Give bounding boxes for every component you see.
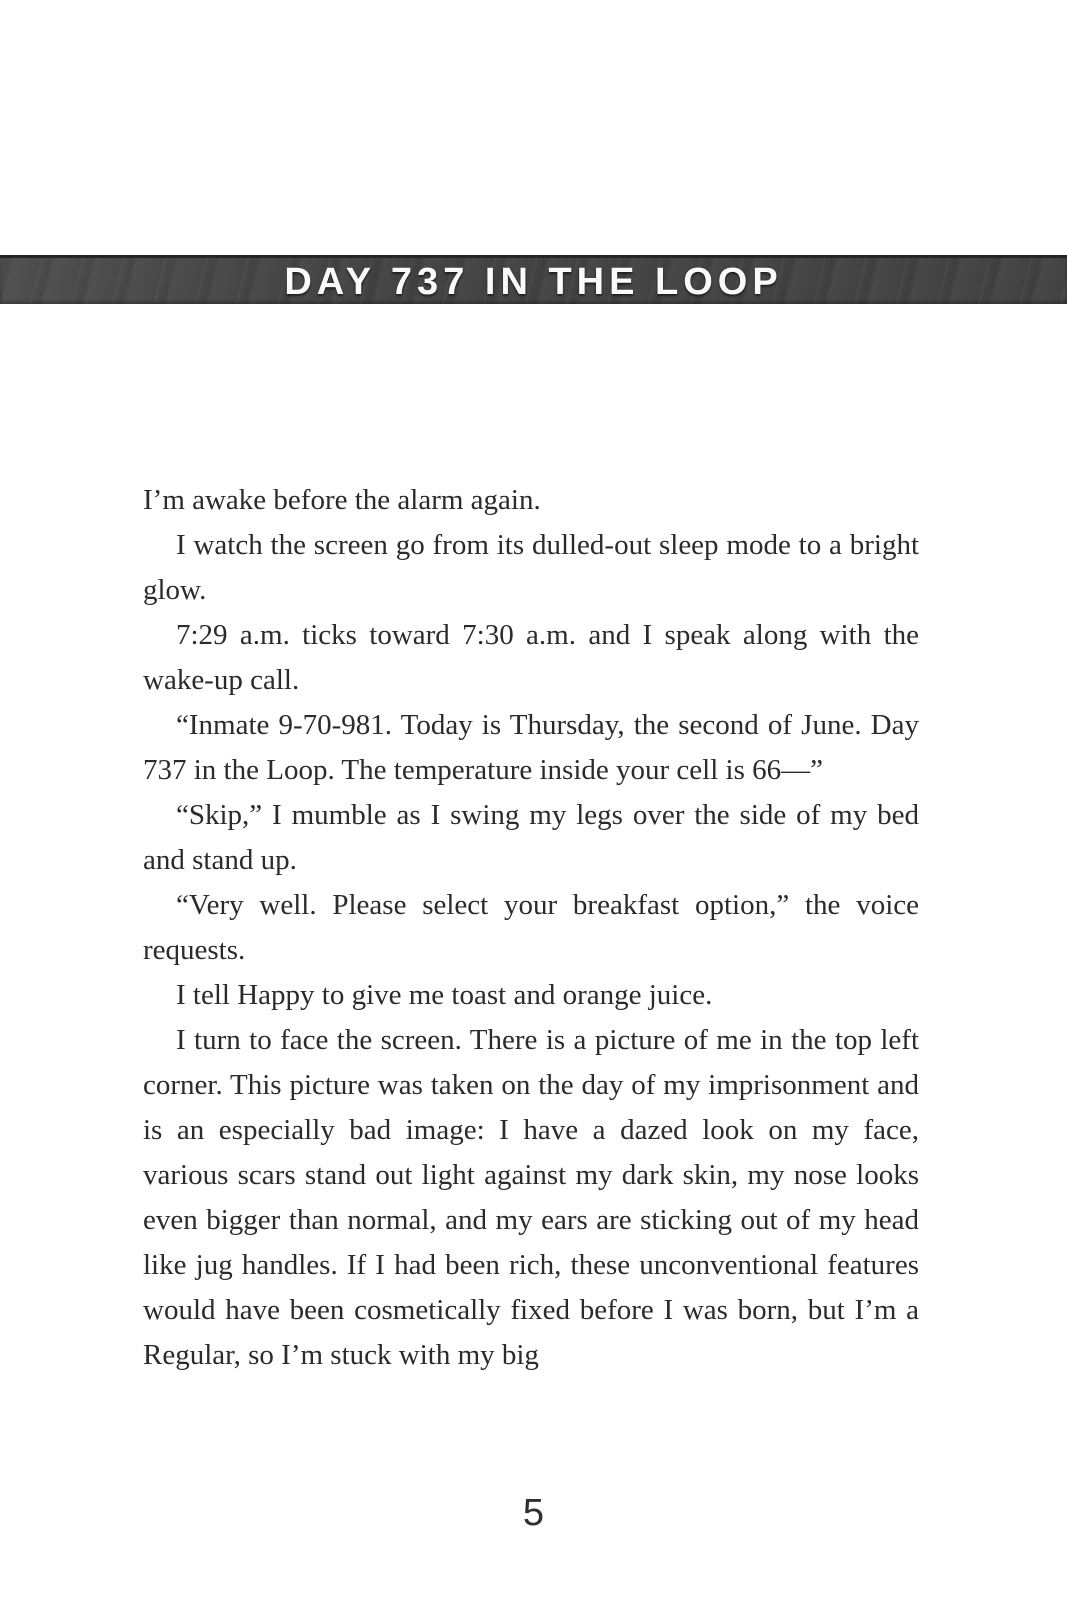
- body-text: [143, 478, 919, 1378]
- chapter-header-banner: [0, 255, 1067, 304]
- paragraph: I turn to face the screen. There is a picture of me in the top left corner. This picture was taken on the day of my imprisonment and is an especially bad image: I have a dazed look on my face, various scars stand out light against my dark skin, my nose looks even bigger than normal, and my ears are sticking out of my head like jug handles. If I had been rich, these unconventional features would have been cosmetically fixed before I was born, but I’m a Regular, so I’m stuck with my big: [143, 1024, 919, 1371]
- paragraph: “Skip,” I mumble as I swing my legs over the side of my bed and stand up.: [143, 799, 919, 876]
- chapter-title: DAY 737 IN THE LOOP: [284, 260, 783, 303]
- page-number: 5: [522, 1492, 545, 1534]
- paragraph: “Inmate 9-70-981. Today is Thursday, the second of June. Day 737 in the Loop. The temperature inside your cell is 66—”: [143, 709, 919, 786]
- paragraph: 7:29 a.m. ticks toward 7:30 a.m. and I speak along with the wake-up call.: [143, 619, 919, 696]
- paragraph: I tell Happy to give me toast and orange juice.: [176, 979, 713, 1011]
- paragraph: I’m awake before the alarm again.: [143, 484, 541, 516]
- paragraph: “Very well. Please select your breakfast option,” the voice requests.: [143, 889, 919, 966]
- paragraph: I watch the screen go from its dulled-out sleep mode to a bright glow.: [143, 529, 919, 606]
